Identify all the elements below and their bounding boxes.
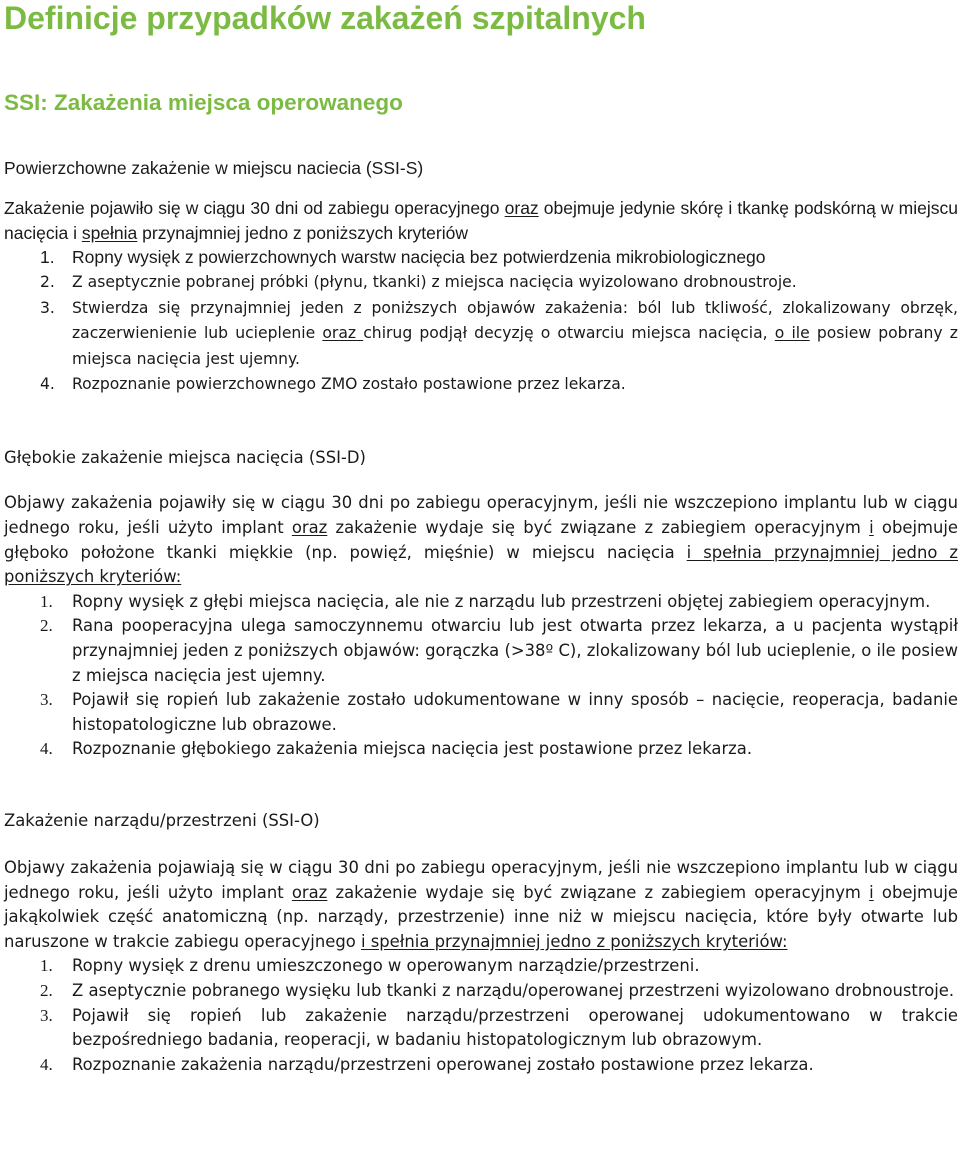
section-heading-organ: Zakażenie narządu/przestrzeni (SSI-O) [4, 810, 320, 830]
deep-intro: Objawy zakażenia pojawiły się w ciągu 30 dni po zabiegu operacyjnym, jeśli nie wszczepiono implantu lub w ciągu jednego roku, jeśli użyto implant oraz zakażenie wydaje się być związane z zabiegiem operacyjnym i obejmuje głęboko położone tkanki miękkie (np. powięź, mięśnie) w miejscu nacięcia i spełnia przynajmniej jedno z poniższych kryteriów: [4, 493, 958, 587]
document-title: Definicje przypadków zakażeń szpitalnych [4, 0, 646, 36]
superficial-intro: Zakażenie pojawiło się w ciągu 30 dni od zabiegu operacyjnego oraz obejmuje jedynie skórę i tkankę podskórną w miejscu nacięcia i spełnia przynajmniej jedno z poniższych kryteriów [4, 198, 958, 243]
list-item: 1. Ropny wysięk z powierzchownych warstw nacięcia bez potwierdzenia mikrobiologicznego [40, 247, 766, 267]
organ-criteria-list [4, 954, 958, 1077]
section-superficial [4, 155, 958, 397]
underlined-oraz: oraz [504, 198, 539, 218]
list-item: 4. Rozpoznanie powierzchownego ZMO zostało postawione przez lekarza. [40, 375, 626, 394]
list-item: 2. Rana pooperacyjna ulega samoczynnemu otwarciu lub jest otwarta przez lekarza, a u pacjenta wystąpił przynajmniej jeden z poniższych objawów: gorączka (>38º C), zlokalizowany ból lub ucieplenie, o ile posiew z miejsca nacięcia jest ujemny. [40, 616, 958, 685]
list-item: 3. Pojawił się ropień lub zakażenie zostało udokumentowane w inny sposób – nacięcie, reoperacja, badanie histopatologiczne lub obrazowe. [40, 690, 958, 734]
section-deep [4, 445, 958, 762]
ssi-heading: SSI: Zakażenia miejsca operowanego [4, 90, 403, 115]
organ-intro: Objawy zakażenia pojawiają się w ciągu 30 dni po zabiegu operacyjnym, jeśli nie wszczepiono implantu lub w ciągu jednego roku, jeśli użyto implant oraz zakażenie wydaje się być związane z zabiegiem operacyjnym i obejmuje jakąkolwiek część anatomiczną (np. narządy, przestrzenie) inne niż w miejscu nacięcia, które były otwarte lub naruszone w trakcie zabiegu operacyjnego i spełnia przynajmniej jedno z poniższych kryteriów: [4, 857, 958, 951]
list-item: 3. Pojawił się ropień lub zakażenie narządu/przestrzeni operowanej udokumentowano w trakcie bezpośredniego badania, reoperacji, w badaniu histopatologicznym lub obrazowym. [40, 1005, 958, 1050]
section-heading-superficial: Powierzchowne zakażenie w miejscu naciecia (SSI-S) [4, 158, 424, 178]
list-item: 4. Rozpoznanie głębokiego zakażenia miejsca nacięcia jest postawione przez lekarza. [40, 739, 753, 759]
underlined-spelnia: spełnia [81, 222, 138, 243]
list-item: 1. Ropny wysięk z głębi miejsca nacięcia, ale nie z narządu lub przestrzeni objętej zabiegiem operacyjnym. [40, 591, 931, 611]
deep-criteria-list [4, 590, 958, 762]
list-item: 1. Ropny wysięk z drenu umieszczonego w operowanym narządzie/przestrzeni. [40, 956, 700, 976]
list-item: 4. Rozpoznanie zakażenia narządu/przestrzeni operowanej zostało postawione przez lekarza. [40, 1054, 814, 1074]
section-heading-deep: Głębokie zakażenie miejsca nacięcia (SSI-D) [4, 448, 366, 468]
superficial-criteria-list [4, 245, 958, 397]
list-item: 3. Stwierdza się przynajmniej jeden z poniższych objawów zakażenia: ból lub tkliwość, zlokalizowany obrzęk, zaczerwienienie lub ucieplenie oraz chirug podjął decyzję o otwarciu miejsca nacięcia, o ile posiew pobrany z miejsca nacięcia jest ujemny. [40, 298, 958, 368]
section-organ-space [4, 808, 958, 1077]
list-item: 2. Z aseptycznie pobranego wysięku lub tkanki z narządu/operowanej przestrzeni wyizolowano drobnoustroje. [40, 980, 955, 1000]
list-item: 2. Z aseptycznie pobranej próbki (płynu, tkanki) z miejsca nacięcia wyizolowano drobnoustroje. [40, 273, 797, 292]
